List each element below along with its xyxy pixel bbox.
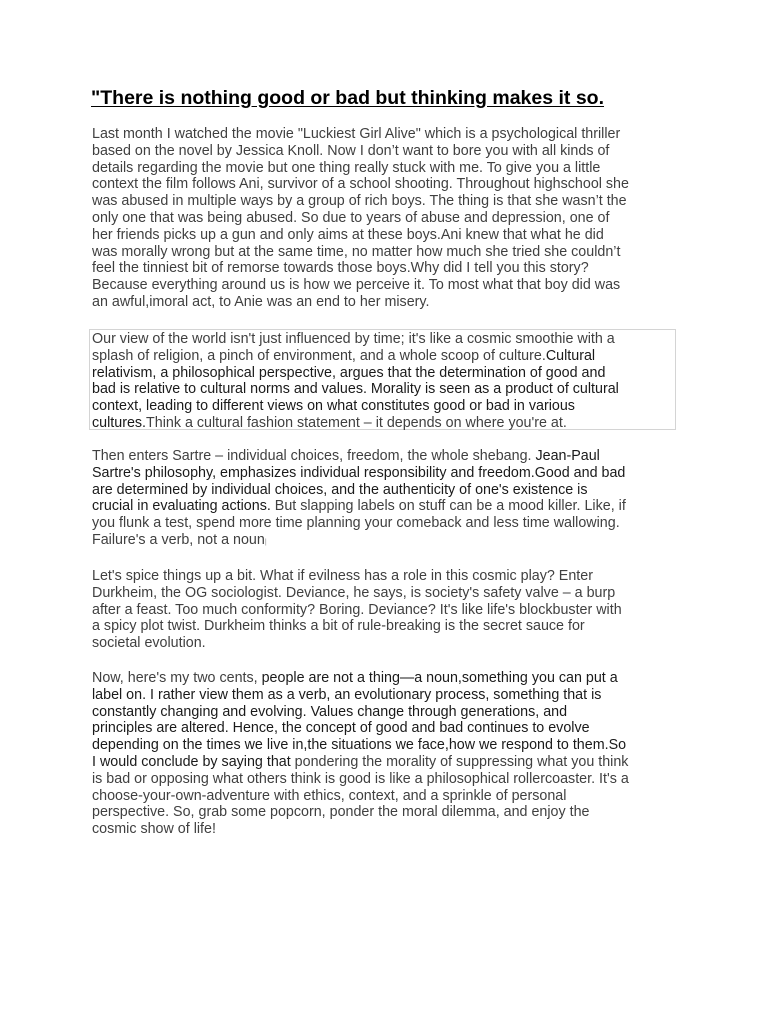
- text-segment: I would conclude by saying that: [92, 753, 291, 770]
- text-line: Sartre's philosophy, emphasizes individual responsibility and freedom.Good and bad: [92, 464, 626, 481]
- text-line: you flunk a test, spend more time planning your comeback and less time wallowing.: [92, 515, 620, 532]
- text-line: Because everything around us is how we perceive it. To most what that boy did was: [92, 277, 621, 294]
- text-line: only one that was being abused. So due to years of abuse and depression, one of: [92, 209, 610, 226]
- text-line: [92, 754, 692, 771]
- paragraph-durkheim: [92, 568, 692, 652]
- text-line: are determined by individual choices, and the authenticity of one's existence is: [92, 481, 588, 498]
- paragraph-sartre: [92, 448, 692, 552]
- text-line: relativism, a philosophical perspective, argues that the determination of good and: [92, 364, 606, 381]
- text-line: [92, 498, 692, 515]
- text-line: depending on the times we live in,the situations we face,how we respond to them.So: [92, 737, 627, 754]
- text-segment: Then enters Sartre – individual choices, freedom, the whole shebang.: [92, 448, 532, 464]
- text-line: Durkheim, the OG sociologist. Deviance, he says, is society's safety valve – a burp: [92, 584, 616, 601]
- paragraph-movie: [92, 126, 692, 311]
- text-segment: Jean-Paul: [531, 448, 600, 464]
- text-segment: Think a cultural fashion statement – it depends on where you're at.: [146, 414, 567, 431]
- text-line: [92, 670, 692, 687]
- text-line: is bad or opposing what others think is good is like a philosophical rollercoaster. It's a: [92, 770, 629, 787]
- text-segment: Failure's a verb, not a noun: [92, 531, 265, 548]
- text-segment: splash of religion, a pinch of environment, and a whole scoop of culture.: [92, 347, 546, 364]
- text-line: [92, 415, 619, 432]
- text-line: details regarding the movie but one thing really stuck with me. To give you a little: [92, 159, 601, 176]
- text-segment: |: [264, 538, 267, 546]
- text-segment: Cultural: [545, 347, 596, 364]
- text-segment: pondering the morality of suppressing what you think: [290, 753, 629, 770]
- text-segment: But slapping labels on stuff can be a mood killer. Like, if: [270, 498, 626, 515]
- text-segment: people are not a thing—a noun,something you can put a: [257, 670, 618, 686]
- paragraph-conclusion: [92, 670, 692, 838]
- text-line: constantly changing and evolving. Values change through generations, and: [92, 703, 568, 720]
- text-line: Let's spice things up a bit. What if evilness has a role in this cosmic play? Enter: [92, 568, 593, 584]
- text-line: bad is relative to cultural norms and values. Morality is seen as a product of cultural: [92, 381, 619, 398]
- text-line: [92, 348, 619, 365]
- text-line: her friends picks up a gun and only aims at these boys.Ani knew that what he did: [92, 226, 604, 243]
- text-line: principles are altered. Hence, the concept of good and bad continues to evolve: [92, 720, 590, 737]
- text-line: was morally wrong but at the same time, no matter how much she tried she couldn’t: [92, 243, 621, 260]
- text-line: [92, 532, 692, 552]
- document-title: "There is nothing good or bad but thinking makes it so.: [91, 87, 605, 109]
- text-line: was abused in multiple ways by a group of rich boys. The thing is that she wasn’t the: [92, 193, 627, 210]
- text-line: cosmic show of life!: [92, 821, 216, 838]
- text-line: [92, 448, 692, 465]
- text-line: based on the novel by Jessica Knoll. Now I don’t want to bore you with all kinds of: [92, 142, 610, 159]
- text-line: feel the tinniest bit of remorse towards those boys.Why did I tell you this story?: [92, 260, 589, 277]
- text-line: choose-your-own-adventure with ethics, context, and a sprinkle of personal: [92, 787, 567, 804]
- text-line: an awful,imoral act, to Anie was an end to her misery.: [92, 293, 430, 310]
- text-line: after a feast. Too much conformity? Boring. Deviance? It's like life's blockbuster with: [92, 601, 622, 618]
- text-line: label on. I rather view them as a verb, an evolutionary process, something that is: [92, 686, 602, 703]
- paragraph-cultural-relativism: [92, 331, 619, 432]
- text-line: societal evolution.: [92, 635, 206, 652]
- text-segment: cultures.: [92, 414, 147, 431]
- text-line: perspective. So, grab some popcorn, ponder the moral dilemma, and enjoy the: [92, 804, 590, 821]
- paragraph-cultural-relativism-box: [89, 329, 676, 430]
- text-line: context, leading to different views on what constitutes good or bad in various: [92, 398, 575, 415]
- text-line: Our view of the world isn't just influenced by time; it's like a cosmic smoothie with a: [92, 331, 615, 347]
- text-line: context the film follows Ani, survivor of a school shooting. Throughout highschool she: [92, 176, 629, 193]
- text-line: a spicy plot twist. Durkheim thinks a bit of rule-breaking is the secret sauce for: [92, 618, 585, 635]
- text-segment: Now, here's my two cents,: [92, 670, 258, 686]
- text-line: Last month I watched the movie "Luckiest Girl Alive" which is a psychological thriller: [92, 126, 621, 142]
- text-segment: crucial in evaluating actions.: [92, 498, 271, 515]
